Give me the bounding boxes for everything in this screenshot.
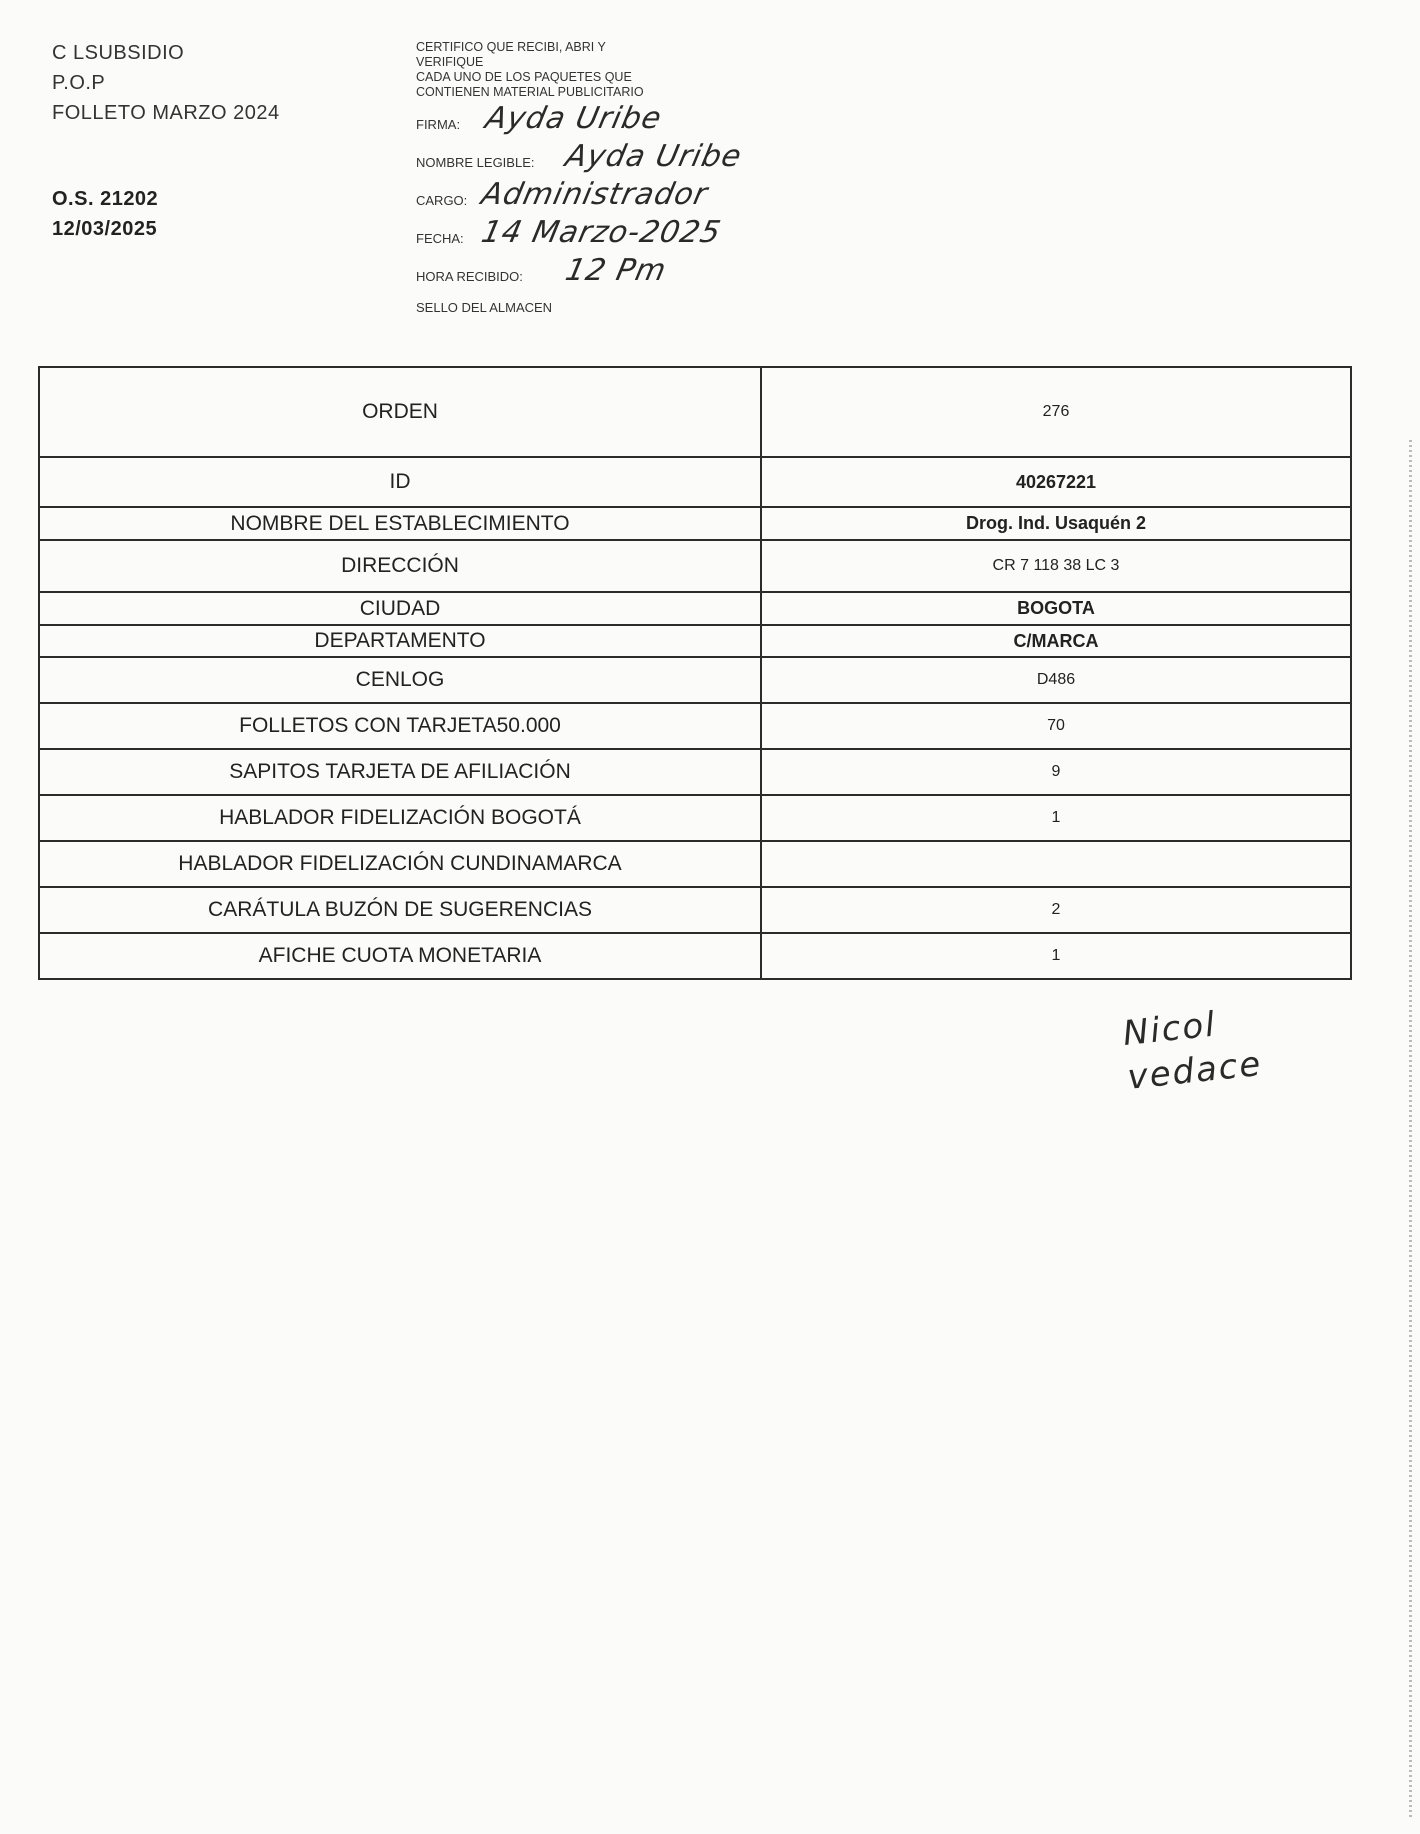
row-value: 1 bbox=[761, 795, 1351, 841]
table-row bbox=[39, 933, 1351, 979]
row-value bbox=[761, 841, 1351, 887]
scan-edge-divider bbox=[1409, 440, 1412, 1820]
handwritten-note-line: vedace bbox=[1125, 1043, 1265, 1098]
date-label: FECHA: bbox=[416, 231, 464, 246]
handwritten-name: Ayda Uribe bbox=[562, 139, 746, 174]
service-order-number: O.S. 21202 bbox=[52, 188, 159, 210]
received-time-label: HORA RECIBIDO: bbox=[416, 269, 523, 284]
row-value: C/MARCA bbox=[761, 625, 1351, 657]
row-value: 1 bbox=[761, 933, 1351, 979]
company-name: C LSUBSIDIO bbox=[52, 42, 185, 64]
handwritten-time: 12 Pm bbox=[562, 253, 670, 288]
received-time-row bbox=[416, 252, 836, 290]
row-value: D486 bbox=[761, 657, 1351, 703]
statement-line: CONTIENEN MATERIAL PUBLICITARIO bbox=[416, 85, 644, 99]
legible-name-label: NOMBRE LEGIBLE: bbox=[416, 155, 535, 170]
row-label: DEPARTAMENTO bbox=[39, 625, 761, 657]
delivery-table bbox=[38, 366, 1352, 980]
row-value: CR 7 118 38 LC 3 bbox=[761, 540, 1351, 592]
table-row bbox=[39, 887, 1351, 933]
document-header bbox=[52, 38, 280, 244]
table-row bbox=[39, 703, 1351, 749]
row-value: 70 bbox=[761, 703, 1351, 749]
statement-line: VERIFIQUE bbox=[416, 55, 484, 69]
position-row bbox=[416, 176, 836, 214]
row-label: NOMBRE DEL ESTABLECIMIENTO bbox=[39, 507, 761, 540]
legible-name-row bbox=[416, 138, 836, 176]
statement-line: CERTIFICO QUE RECIBI, ABRI Y bbox=[416, 40, 606, 54]
handwritten-note-line: Nicol bbox=[1120, 1004, 1219, 1055]
handwritten-position: Administrador bbox=[478, 177, 712, 212]
statement-line: CADA UNO DE LOS PAQUETES QUE bbox=[416, 70, 632, 84]
row-label: AFICHE CUOTA MONETARIA bbox=[39, 933, 761, 979]
row-label: DIRECCIÓN bbox=[39, 540, 761, 592]
handwritten-date: 14 Marzo-2025 bbox=[478, 215, 725, 250]
pop-label: P.O.P bbox=[52, 72, 106, 94]
certification-statement bbox=[416, 40, 736, 100]
handwritten-note bbox=[1121, 998, 1265, 1100]
row-value: BOGOTA bbox=[761, 592, 1351, 625]
row-label: CIUDAD bbox=[39, 592, 761, 625]
table-row bbox=[39, 795, 1351, 841]
campaign-title: FOLLETO MARZO 2024 bbox=[52, 102, 280, 124]
document-date: 12/03/2025 bbox=[52, 218, 158, 240]
table-row bbox=[39, 507, 1351, 540]
row-value: Drog. Ind. Usaquén 2 bbox=[761, 507, 1351, 540]
table-row bbox=[39, 657, 1351, 703]
row-label: ID bbox=[39, 457, 761, 507]
row-value: 276 bbox=[761, 367, 1351, 457]
table-row bbox=[39, 625, 1351, 657]
row-value: 40267221 bbox=[761, 457, 1351, 507]
table-row bbox=[39, 540, 1351, 592]
position-label: CARGO: bbox=[416, 193, 468, 208]
table-row bbox=[39, 749, 1351, 795]
row-value: 9 bbox=[761, 749, 1351, 795]
row-label: SAPITOS TARJETA DE AFILIACIÓN bbox=[39, 749, 761, 795]
table-row bbox=[39, 592, 1351, 625]
receipt-certification bbox=[416, 40, 836, 315]
table-row bbox=[39, 841, 1351, 887]
handwritten-signature: Ayda Uribe bbox=[482, 101, 666, 136]
table-row bbox=[39, 367, 1351, 457]
row-label: CENLOG bbox=[39, 657, 761, 703]
row-value: 2 bbox=[761, 887, 1351, 933]
table-row bbox=[39, 457, 1351, 507]
signature-row bbox=[416, 100, 836, 138]
row-label: CARÁTULA BUZÓN DE SUGERENCIAS bbox=[39, 887, 761, 933]
row-label: HABLADOR FIDELIZACIÓN CUNDINAMARCA bbox=[39, 841, 761, 887]
store-stamp-label: SELLO DEL ALMACEN bbox=[416, 300, 553, 315]
date-row bbox=[416, 214, 836, 252]
row-label: ORDEN bbox=[39, 367, 761, 457]
signature-label: FIRMA: bbox=[416, 117, 461, 132]
row-label: FOLLETOS CON TARJETA50.000 bbox=[39, 703, 761, 749]
row-label: HABLADOR FIDELIZACIÓN BOGOTÁ bbox=[39, 795, 761, 841]
